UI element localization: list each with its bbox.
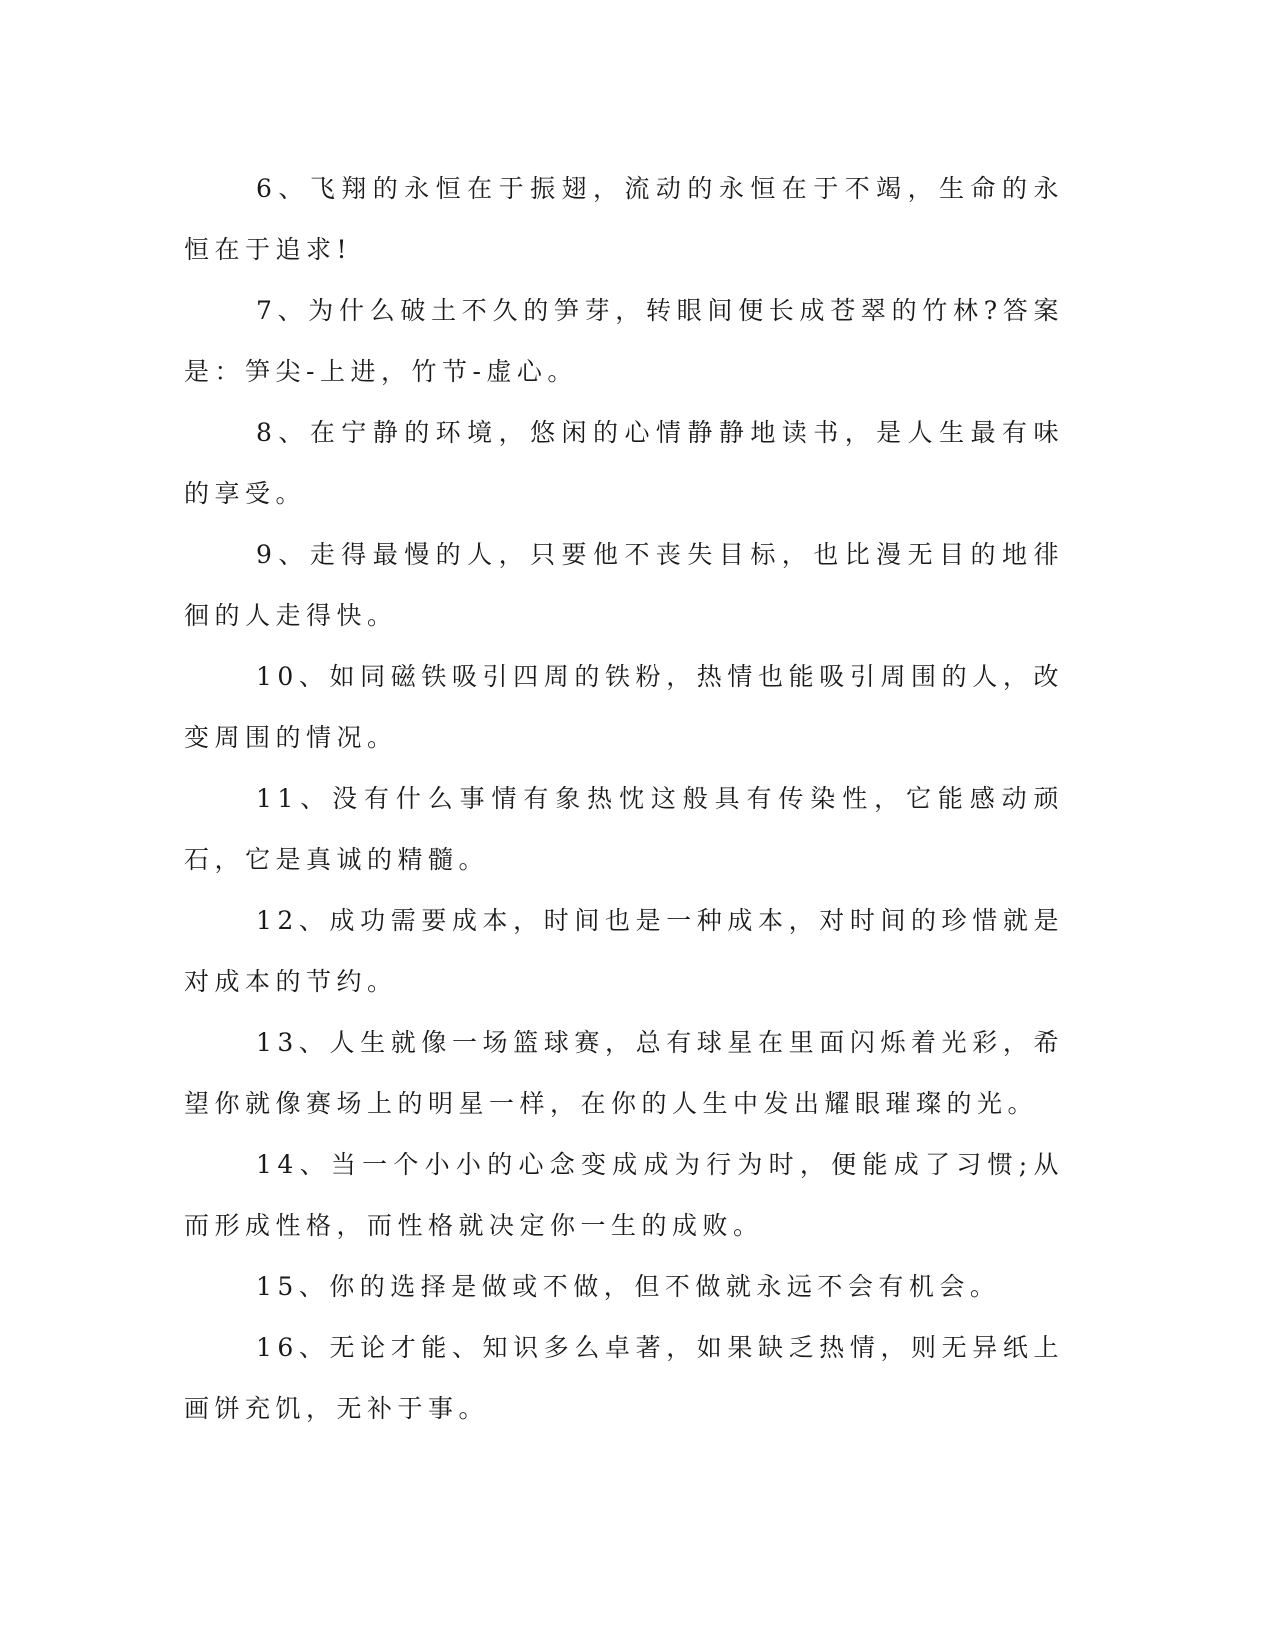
- paragraph-13: 13、人生就像一场篮球赛，总有球星在里面闪烁着光彩，希望你就像赛场上的明星一样，在你的人生中发出耀眼璀璨的光。: [184, 1028, 1064, 1118]
- paragraph-6: 6、飞翔的永恒在于振翅，流动的永恒在于不竭，生命的永恒在于追求!: [184, 174, 1064, 264]
- paragraph-8: 8、在宁静的环境，悠闲的心情静静地读书，是人生最有味的享受。: [184, 418, 1064, 508]
- paragraph-16: 16、无论才能、知识多么卓著，如果缺乏热情，则无异纸上画饼充饥，无补于事。: [184, 1333, 1064, 1423]
- paragraph-12: 12、成功需要成本，时间也是一种成本，对时间的珍惜就是对成本的节约。: [184, 906, 1064, 996]
- paragraph-10: 10、如同磁铁吸引四周的铁粉，热情也能吸引周围的人，改变周围的情况。: [184, 662, 1064, 752]
- paragraph-7: 7、为什么破土不久的笋芽，转眼间便长成苍翠的竹林?答案是：笋尖-上进，竹节-虚心。: [184, 296, 1064, 386]
- paragraph-14: 14、当一个小小的心念变成成为行为时，便能成了习惯;从而形成性格，而性格就决定你一生的成败。: [184, 1150, 1064, 1240]
- document-body: [184, 158, 1064, 1439]
- paragraph-15: 15、你的选择是做或不做，但不做就永远不会有机会。: [256, 1272, 1001, 1301]
- paragraph-11: 11、没有什么事情有象热忱这般具有传染性，它能感动顽石，它是真诚的精髓。: [184, 784, 1064, 874]
- paragraph-9: 9、走得最慢的人，只要他不丧失目标，也比漫无目的地徘徊的人走得快。: [184, 540, 1064, 630]
